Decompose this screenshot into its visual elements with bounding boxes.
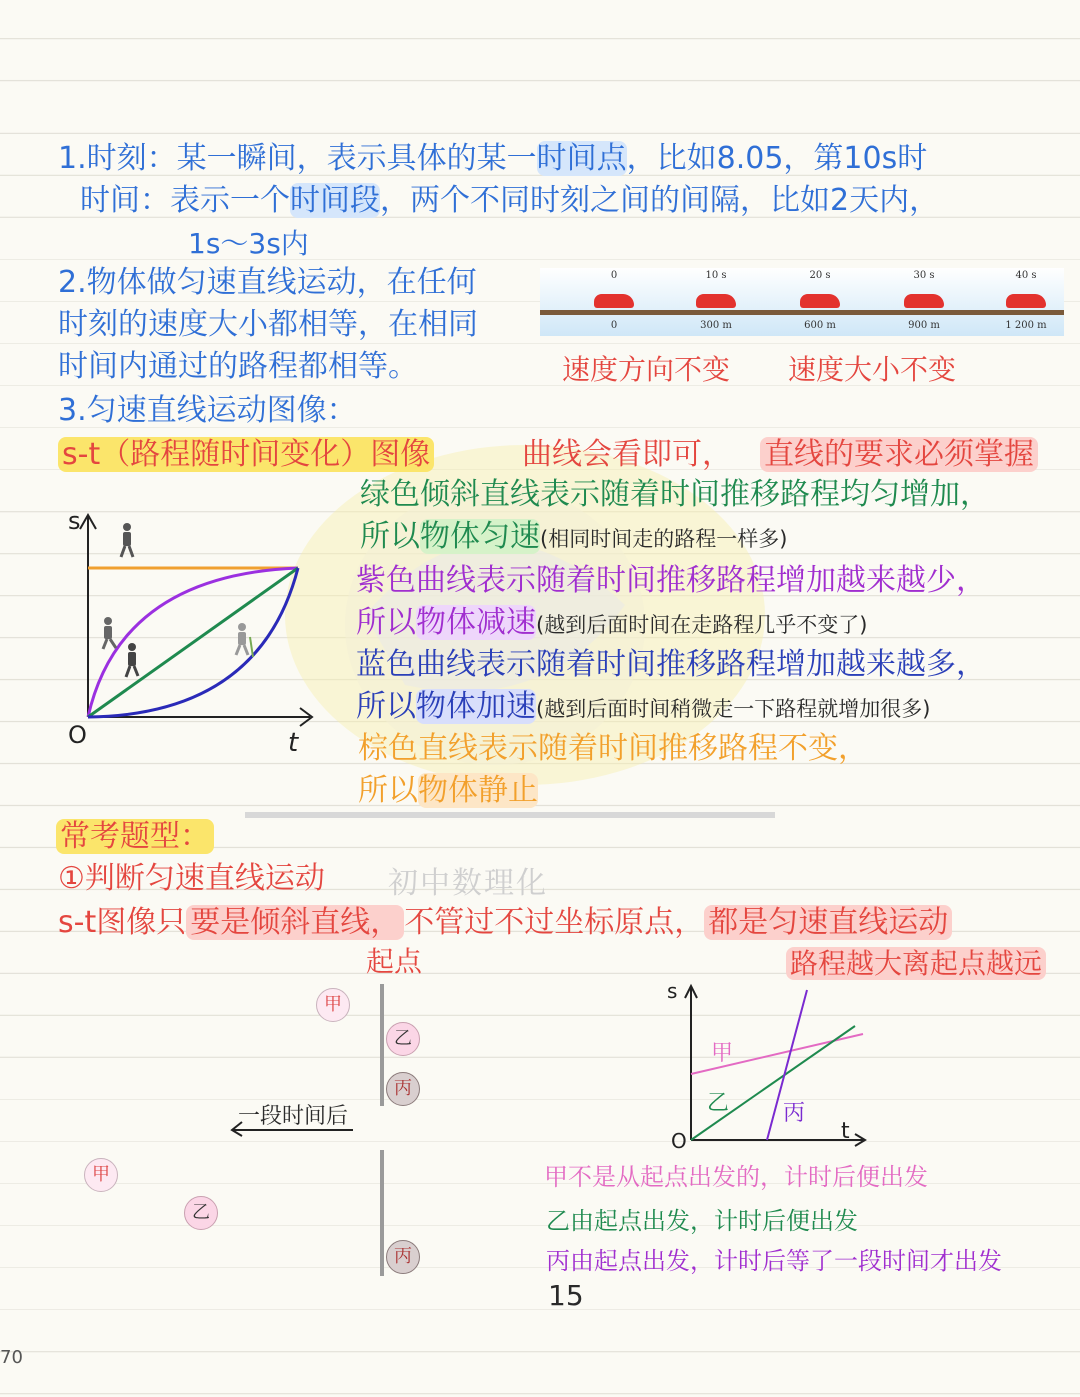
section3-title: 3.匀速直线运动图像： <box>58 393 357 428</box>
yi-explanation: 乙由起点出发，计时后便出发 <box>546 1207 858 1235</box>
start-line-bottom <box>380 1150 384 1276</box>
car-distance-label: 0 <box>610 320 618 331</box>
start-line-top <box>380 984 384 1106</box>
purple-curve-desc: 紫色曲线表示随着时间推移路程增加越来越少， <box>356 563 986 598</box>
time-example: 1s～3s内 <box>188 227 309 260</box>
question-type-1: ①判断匀速直线运动 <box>58 861 325 896</box>
blue-curve-conclusion: 所以物体加速(越到后面时间稍微走一下路程就增加很多) <box>356 689 931 724</box>
walker-icon <box>121 523 133 557</box>
watermark-text: 初中数理化 <box>388 866 548 901</box>
common-types-title: 常考题型： <box>56 820 214 855</box>
s-axis-label: s <box>68 507 81 535</box>
car-distance-label: 300 m <box>700 320 732 331</box>
t-label: t <box>841 1119 850 1144</box>
velocity-magnitude-note: 速度大小不变 <box>788 353 957 386</box>
character-yi-bottom: 乙 <box>184 1196 218 1230</box>
origin-label: O <box>671 1129 687 1153</box>
character-yi-top: 乙 <box>386 1022 420 1056</box>
must-note: 直线的要求必须掌握 <box>760 438 1038 473</box>
st-graph-label: s-t（路程随时间变化）图像 <box>58 438 434 473</box>
orange-line-desc: 棕色直线表示随着时间推移路程不变， <box>358 731 868 766</box>
elder-icon <box>236 623 253 657</box>
walker2-icon <box>126 643 138 677</box>
character-jia-bottom: 甲 <box>84 1158 118 1192</box>
runner-icon <box>103 617 116 649</box>
uniform-motion-line2: 时刻的速度大小都相等，在相同 <box>58 307 478 342</box>
jia-explanation: 甲不是从起点出发的，计时后便出发 <box>544 1163 928 1191</box>
uniform-motion-line1: 2.物体做匀速直线运动，在任何 <box>58 265 477 300</box>
car-figure <box>540 268 1064 336</box>
car-distance-label: 1 200 m <box>1005 320 1047 331</box>
green-line-conclusion: 所以物体匀速(相同时间走的路程一样多) <box>360 519 788 554</box>
car-time-label: 0 <box>610 270 618 281</box>
jia-label: 甲 <box>711 1041 734 1066</box>
car-icon <box>800 294 840 308</box>
curve-note: 曲线会看即可， <box>522 437 732 472</box>
car-time-label: 20 s <box>809 270 831 281</box>
car-icon <box>1006 294 1046 308</box>
uniform-rule: s-t图像只 要是倾斜直线， 不管过不过坐标原点， 都是匀速直线运动 <box>58 906 952 941</box>
car-time-label: 10 s <box>705 270 727 281</box>
car-icon <box>594 294 634 308</box>
character-jia-top: 甲 <box>316 988 350 1022</box>
page-number: 15 <box>548 1279 584 1312</box>
character-bing-bottom: 丙 <box>386 1240 420 1274</box>
origin-label: O <box>68 721 87 749</box>
distance-note: 路程越大离起点越远 <box>786 948 1046 980</box>
car-distance-label: 900 m <box>908 320 940 331</box>
time-definition: 时间：表示一个时间段，两个不同时刻之间的间隔，比如2天内， <box>80 183 940 218</box>
yi-label: 乙 <box>707 1091 730 1116</box>
moment-definition: 1.时刻：某一瞬间，表示具体的某一时间点，比如8.05，第10s时 <box>58 141 928 176</box>
character-bing-top: 丙 <box>386 1072 420 1106</box>
blue-curve-desc: 蓝色曲线表示随着时间推移路程增加越来越多， <box>356 647 986 682</box>
car-time-label: 30 s <box>913 270 935 281</box>
car-icon <box>696 294 736 308</box>
velocity-direction-note: 速度方向不变 <box>562 353 731 386</box>
s-label: s <box>667 979 678 1003</box>
uniform-motion-line3: 时间内通过的路程都相等。 <box>58 349 418 384</box>
car-time-label: 40 s <box>1015 270 1037 281</box>
car-distance-label: 600 m <box>804 320 836 331</box>
purple-curve-conclusion: 所以物体减速(越到后面时间在走路程几乎不变了) <box>356 605 868 640</box>
st-graph <box>60 505 330 758</box>
green-line-desc: 绿色倾斜直线表示随着时间推移路程均匀增加， <box>360 477 990 512</box>
bing-label: 丙 <box>783 1101 806 1126</box>
car-icon <box>904 294 944 308</box>
start-point-label: 起点 <box>366 945 423 978</box>
bing-explanation: 丙由起点出发，计时后等了一段时间才出发 <box>546 1247 1002 1275</box>
t-axis-label: t <box>288 728 299 758</box>
orange-line-conclusion: 所以物体静止 <box>358 773 538 808</box>
three-lines-graph <box>665 978 880 1153</box>
corner-number: 70 <box>0 1347 23 1368</box>
